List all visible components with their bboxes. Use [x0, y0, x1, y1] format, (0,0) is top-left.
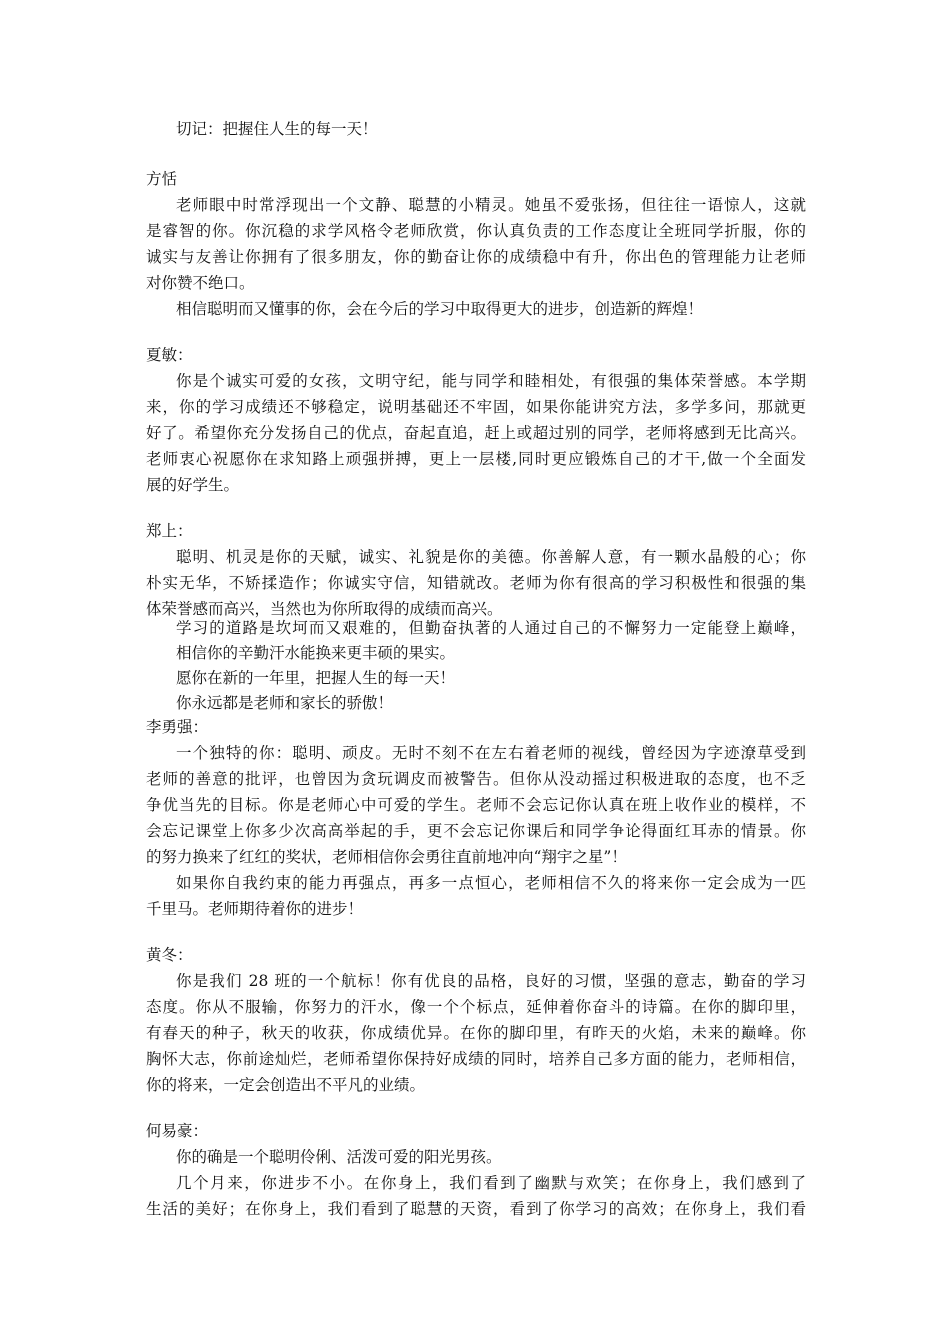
comment-line: 老师眼中时常浮现出一个文静、聪慧的小精灵。她虽不爱张扬，但往往一语惊人，这就 — [176, 196, 806, 214]
comment-line: 你的将来，一定会创造出不平凡的业绩。 — [146, 1076, 426, 1094]
comment-line: 诚实与友善让你拥有了很多朋友，你的勤奋让你的成绩稳中有升，你出色的管理能力让老师 — [146, 248, 806, 266]
comment-line: 胸怀大志，你前途灿烂，老师希望你保持好成绩的同时，培养自己多方面的能力，老师相信， — [146, 1050, 806, 1068]
comment-line: 体荣誉感而高兴，当然也为你所取得的成绩而高兴。 — [146, 600, 503, 618]
student-name: 夏敏： — [146, 346, 193, 364]
comment-line: 有春天的种子，秋天的收获，你成绩优异。在你的脚印里，有昨天的火焰，未来的巅峰。你 — [146, 1024, 806, 1042]
comment-line: 愿你在新的一年里，把握人生的每一天！ — [176, 669, 456, 687]
comment-line: 相信聪明而又懂事的你，会在今后的学习中取得更大的进步，创造新的辉煌！ — [176, 300, 704, 318]
comment-line: 态度。你从不服输，你努力的汗水，像一个个标点，延伸着你奋斗的诗篇。在你的脚印里， — [146, 998, 806, 1016]
comment-line: 会忘记课堂上你多少次高高举起的手，更不会忘记你课后和同学争论得面红耳赤的情景。你 — [146, 822, 806, 840]
comment-line: 千里马。老师期待着你的进步！ — [146, 900, 364, 918]
comment-line: 聪明、机灵是你的天赋，诚实、礼貌是你的美德。你善解人意，有一颗水晶般的心；你 — [176, 548, 806, 566]
comment-line: 相信你的辛勤汗水能换来更丰硕的果实。 — [176, 644, 456, 662]
comment-line: 几个月来，你进步不小。在你身上，我们看到了幽默与欢笑；在你身上，我们感到了 — [176, 1174, 806, 1192]
comment-line: 生活的美好；在你身上，我们看到了聪慧的天资，看到了你学习的高效；在你身上，我们看 — [146, 1200, 806, 1218]
comment-line: 你是我们 28 班的一个航标！你有优良的品格，良好的习惯，坚强的意志，勤奋的学习 — [176, 972, 806, 990]
comment-line: 老师的善意的批评，也曾因为贪玩调皮而被警告。但你从没动摇过积极进取的态度，也不乏 — [146, 770, 806, 788]
comment-line: 如果你自我约束的能力再强点，再多一点恒心，老师相信不久的将来你一定会成为一匹 — [176, 874, 806, 892]
comment-line: 你的确是一个聪明伶俐、活泼可爱的阳光男孩。 — [176, 1148, 502, 1166]
student-name: 方恬 — [146, 170, 178, 188]
comment-line: 来，你的学习成绩还不够稳定，说明基础还不牢固，如果你能讲究方法，多学多问，那就更 — [146, 398, 806, 416]
comment-line: 展的好学生。 — [146, 476, 240, 494]
comment-line: 好了。希望你充分发扬自己的优点，奋起直追，赶上或超过别的同学，老师将感到无比高兴。 — [146, 424, 806, 442]
comment-line: 学习的道路是坎坷而又艰难的，但勤奋执著的人通过自己的不懈努力一定能登上巅峰， — [176, 619, 806, 637]
comment-line: 老师衷心祝愿你在求知路上顽强拼搏，更上一层楼,同时更应锻炼自己的才干,做一个全面发 — [146, 450, 806, 468]
comment-line: 争优当先的目标。你是老师心中可爱的学生。老师不会忘记你认真在班上收作业的模样，不 — [146, 796, 806, 814]
comment-line: 的努力换来了红红的奖状，老师相信你会勇往直前地冲向“翔宇之星”！ — [146, 848, 627, 866]
student-name: 何易豪： — [146, 1122, 209, 1140]
comment-line: 对你赞不绝口。 — [146, 274, 255, 292]
comment-line: 一个独特的你：聪明、顽皮。无时不刻不在左右着老师的视线，曾经因为字迹潦草受到 — [176, 744, 806, 762]
comment-line: 朴实无华，不矫揉造作；你诚实守信，知错就改。老师为你有很高的学习积极性和很强的集 — [146, 574, 806, 592]
student-name: 李勇强： — [146, 718, 209, 736]
student-name: 黄冬： — [146, 946, 193, 964]
comment-line: 你永远都是老师和家长的骄傲！ — [176, 694, 394, 712]
student-name: 郑上： — [146, 522, 193, 540]
comment-line: 是睿智的你。你沉稳的求学风格令老师欣赏，你认真负责的工作态度让全班同学折服，你的 — [146, 222, 806, 240]
comment-line: 你是个诚实可爱的女孩，文明守纪，能与同学和睦相处，有很强的集体荣誉感。本学期 — [176, 372, 806, 390]
intro-line: 切记：把握住人生的每一天！ — [176, 120, 378, 138]
